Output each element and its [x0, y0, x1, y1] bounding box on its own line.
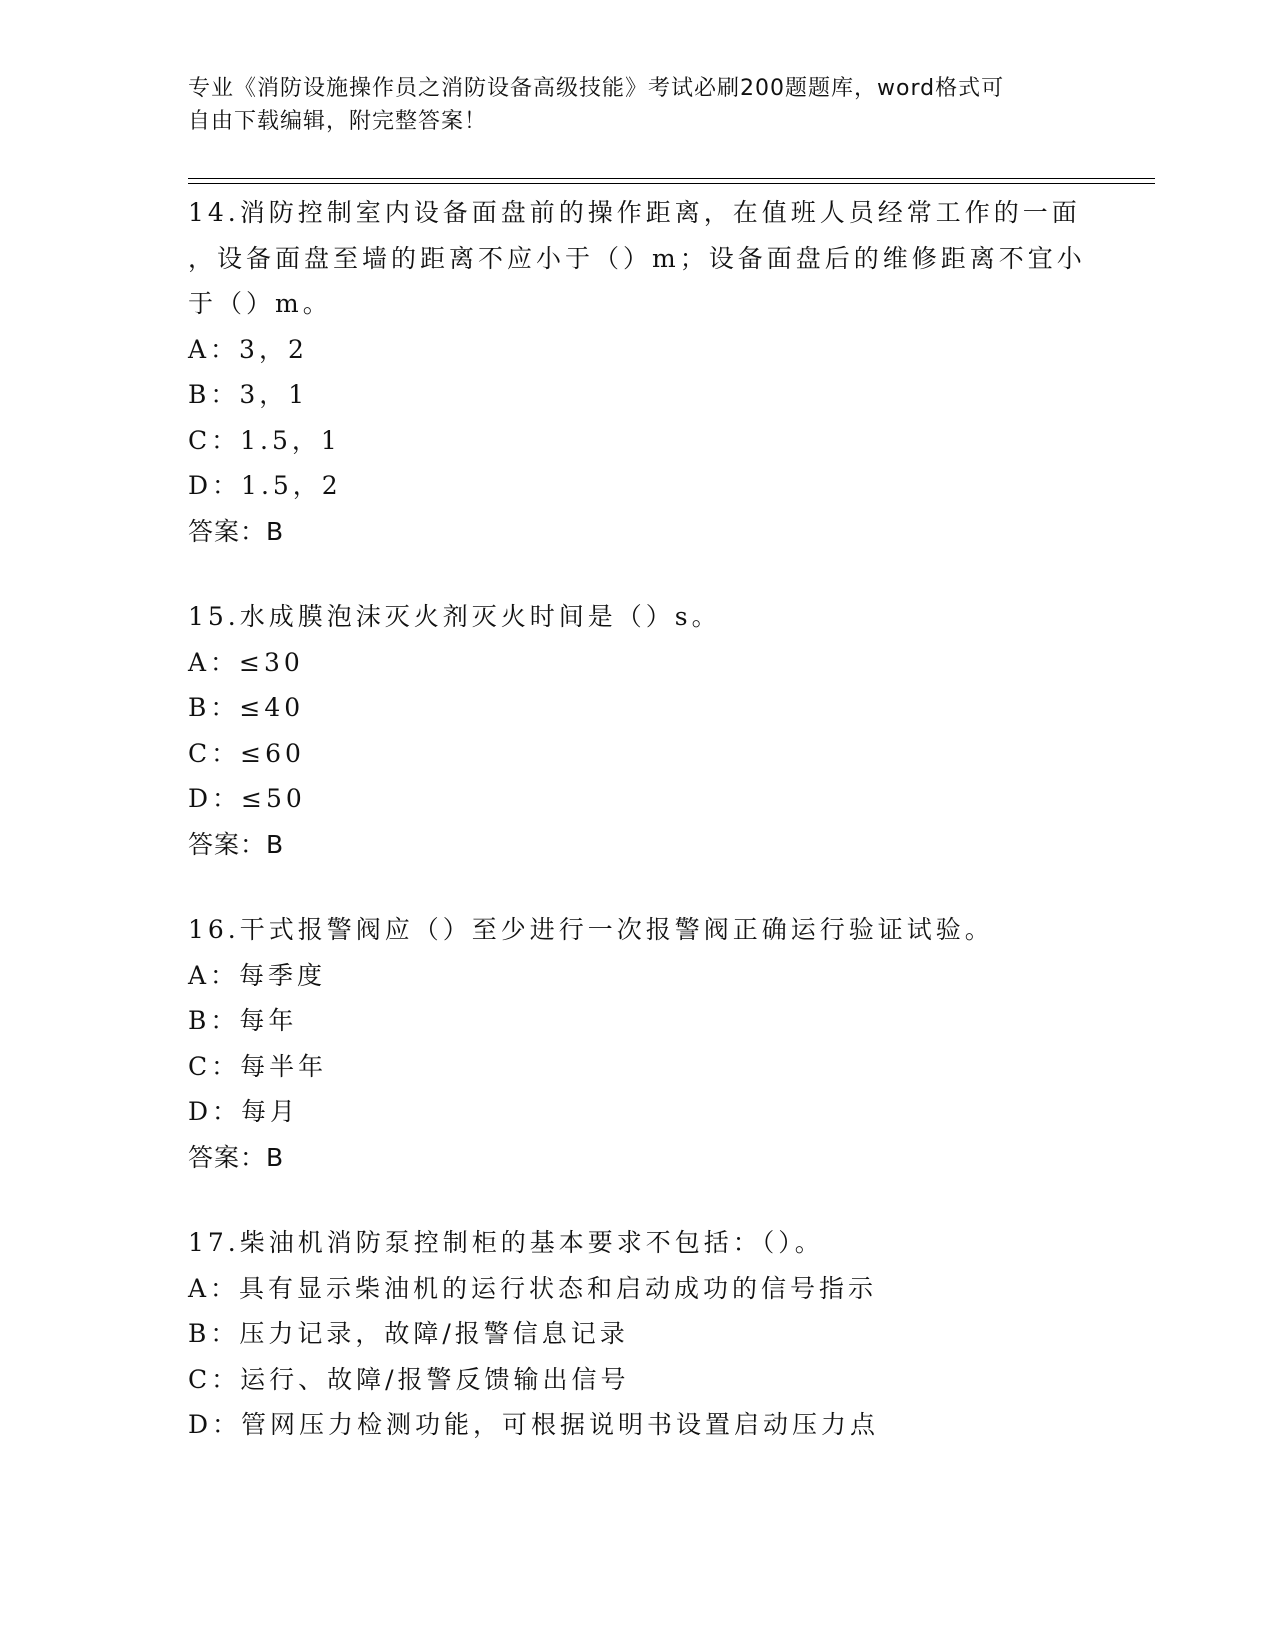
option-c: C：每半年	[188, 1051, 328, 1081]
question-list	[188, 190, 1088, 1488]
option-c: C：≤60	[188, 738, 305, 768]
option-b: B：≤40	[188, 693, 305, 722]
question-stem: 于（）m。	[188, 289, 332, 318]
option-b: B：3，1	[188, 380, 309, 409]
header-divider	[188, 178, 1155, 179]
question-stem: 14.消防控制室内设备面盘前的操作距离，在值班人员经常工作的一面	[188, 198, 1081, 227]
header-line: 专业《消防设施操作员之消防设备高级技能》考试必刷200题题库，word格式可	[188, 76, 1005, 101]
header-divider	[188, 183, 1155, 184]
option-a: A：3，2	[188, 334, 308, 364]
answer: 答案：B	[188, 1142, 285, 1172]
question-17	[188, 1220, 1088, 1448]
question-16	[188, 907, 1088, 1180]
option-d: D：每月	[188, 1097, 300, 1126]
option-b: B：每年	[188, 1006, 298, 1035]
question-stem: 17.柴油机消防泵控制柜的基本要求不包括：（）。	[188, 1228, 824, 1257]
option-a: A：≤30	[188, 647, 304, 677]
question-stem: 16.干式报警阀应（）至少进行一次报警阀正确运行验证试验。	[188, 915, 994, 944]
option-d: D：管网压力检测功能，可根据说明书设置启动压力点	[188, 1410, 880, 1439]
option-c: C：1.5，1	[188, 425, 341, 455]
option-a: A：每季度	[188, 960, 327, 990]
document-header	[188, 72, 1068, 138]
question-stem: ，设备面盘至墙的距离不应小于（）m；设备面盘后的维修距离不宜小	[188, 243, 1086, 273]
question-14	[188, 190, 1088, 554]
header-line: 自由下载编辑，附完整答案！	[188, 109, 488, 134]
option-d: D：1.5，2	[188, 471, 342, 500]
answer: 答案：B	[188, 829, 285, 859]
option-a: A：具有显示柴油机的运行状态和启动成功的信号指示	[188, 1273, 878, 1303]
answer: 答案：B	[188, 516, 285, 546]
option-d: D：≤50	[188, 784, 306, 813]
question-15	[188, 594, 1088, 867]
question-stem: 15.水成膜泡沫灭火剂灭火时间是（）s。	[188, 602, 721, 631]
option-b: B：压力记录，故障/报警信息记录	[188, 1319, 629, 1348]
option-c: C：运行、故障/报警反馈输出信号	[188, 1364, 630, 1394]
